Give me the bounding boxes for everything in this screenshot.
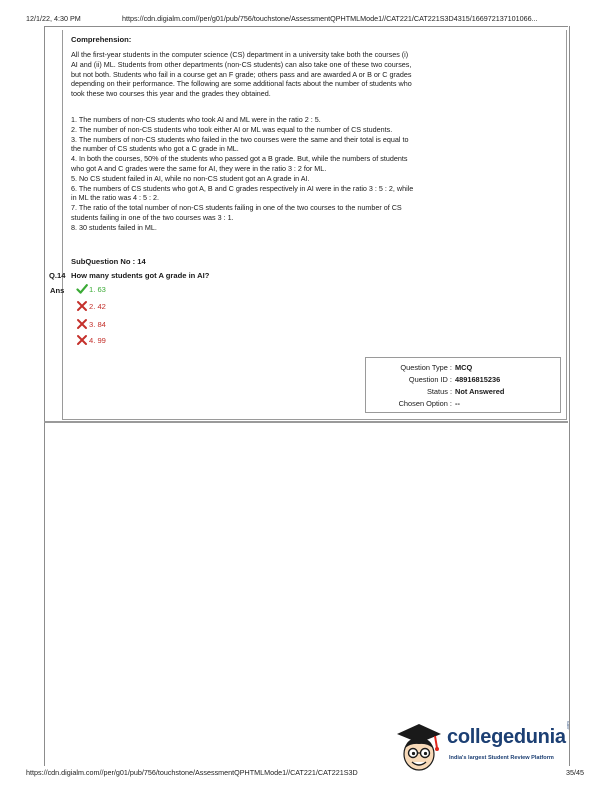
option-label: 1. 63 [89,284,106,294]
question-id-row [366,375,562,387]
answer-option-1 [76,283,106,295]
fact-item: 6. The numbers of CS students who got A, B and C grades respectively in AI were in the ratio 3 : 5 : 2, while in ML the ratio was 4 : 5 : 2. [71,183,414,203]
question-type-value: MCQ [455,363,473,372]
question-info-box [365,357,561,413]
print-datetime: 12/1/22, 4:30 PM [26,14,81,23]
answer-label: Ans [50,286,65,295]
fact-item: 5. No CS student failed in AI, while no non-CS student got an A grade in AI. [71,173,310,183]
print-footer-url: https://cdn.digialm.com//per/g01/pub/756/touchstone/AssessmentQPHTMLMode1//CAT221/CAT221S3D [26,768,358,777]
answer-option-3 [76,318,106,330]
comprehension-facts [71,115,416,233]
answer-option-2 [76,300,106,312]
brand-suffix: .com [565,721,570,730]
cross-icon [76,334,88,346]
cross-icon [76,300,88,312]
question-id-label: Question ID : [408,375,452,384]
answer-option-4 [76,334,106,346]
comprehension-title: Comprehension: [71,35,132,44]
brand-name: collegedunia [447,726,566,748]
question-type-label: Question Type : [400,363,452,372]
status-value: Not Answered [455,387,505,396]
brand-tagline: India's largest Student Review Platform [449,755,554,761]
status-label: Status : [426,387,452,396]
option-label: 3. 84 [89,319,106,329]
fact-item: 1. The numbers of non-CS students who took AI and ML were in the ratio 2 : 5. [71,115,321,124]
fact-item: 8. 30 students failed in ML. [71,222,157,232]
page-number: 35/45 [566,768,584,777]
fact-item: 7. The ratio of the total number of non-CS students failing in one of the two courses to the number of CS students failing in one of the two courses was 3 : 1. [71,203,402,222]
question-type-row [366,363,562,375]
subquestion-label: SubQuestion No : 14 [71,257,146,266]
fact-item: 2. The number of non-CS students who took either AI or ML was equal to the number of CS students. [71,124,393,134]
comprehension-paragraph: All the first-year students in the computer science (CS) department in a university take both the courses (i) AI and (ii) ML. Students from other departments (non-CS students) can also take one of these two courses, but not both. Students who fail in a course get an F grade; others pass and are awarded A or B or C grades depending on their performance. The following are some additional facts about the number of students who took these two courses this year and the grades they obtained. [71,50,412,99]
question-id-value: 48916815236 [455,375,501,384]
question-number: Q.14 [49,271,66,280]
fact-item: 3. The numbers of non-CS students who failed in the two courses were the same and their total is equal to the number of CS students who got a C grade in ML. [71,134,409,154]
chosen-option-value: -- [455,399,460,408]
print-header-url: https://cdn.digialm.com//per/g01/pub/756/touchstone/AssessmentQPHTMLMode1//CAT221/CAT221S3D4315/166972137101066... [122,14,538,23]
question-text: How many students got A grade in AI? [71,271,210,280]
chosen-option-label: Chosen Option : [398,399,452,408]
status-row [366,387,562,399]
collegedunia-watermark [393,718,573,774]
chosen-option-row [366,399,562,411]
checkmark-icon [76,283,88,295]
cross-icon [76,318,88,330]
fact-item: 4. In both the courses, 50% of the students who passed got a B grade. But, while the numbers of students who got A and C grades were the same for AI, they were in the ratio 3 : 2 for ML. [71,154,408,173]
mascot-logo-icon [393,718,445,774]
option-label: 4. 99 [89,335,106,345]
option-label: 2. 42 [89,301,106,311]
question-panel-divider [44,421,568,423]
